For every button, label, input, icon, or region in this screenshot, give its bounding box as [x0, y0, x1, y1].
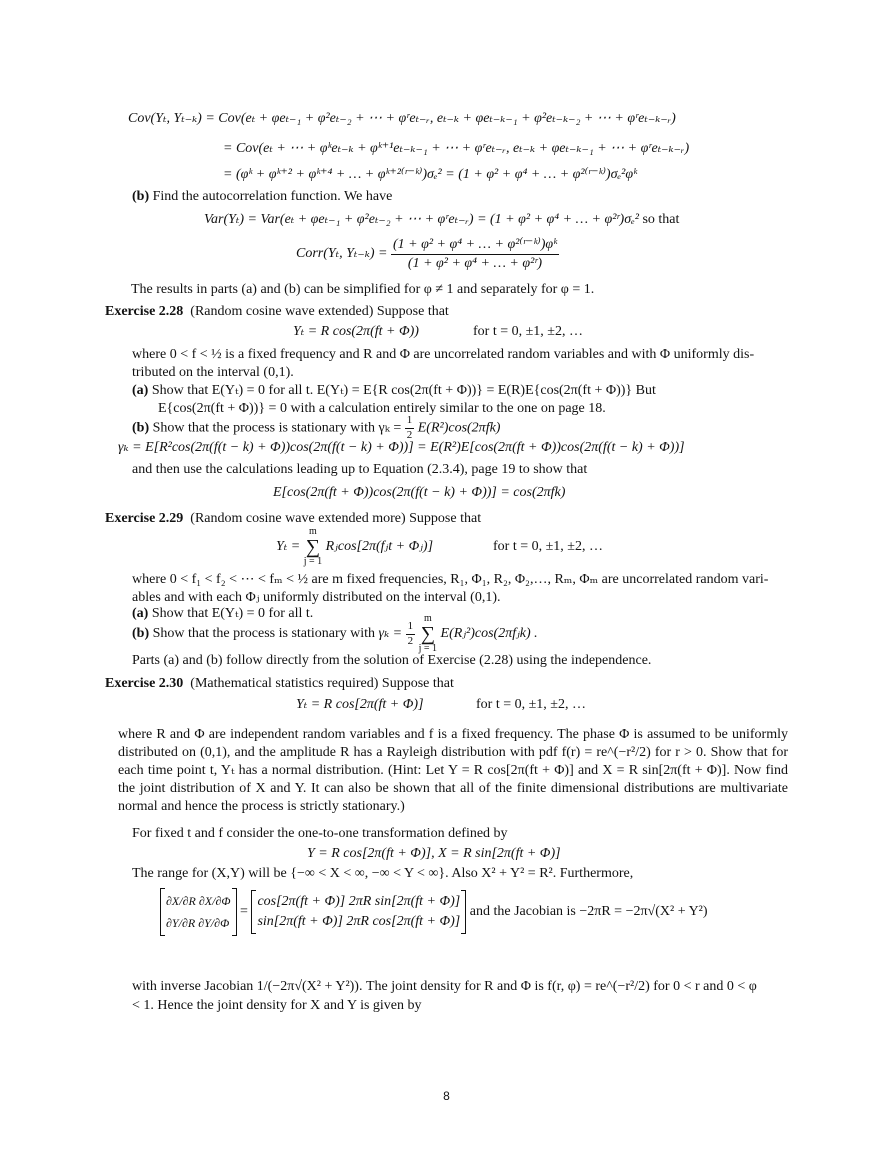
ex229-half-den: 2: [407, 634, 414, 647]
jac-m12: ∂X/∂Φ: [198, 894, 231, 908]
ex228-part-b-equation: E(R²)cos(2πfk): [417, 420, 501, 436]
jac-m21: ∂Y/∂R: [166, 916, 196, 930]
ex228-part-a: [132, 382, 656, 400]
ex229-b-summation: [419, 614, 437, 654]
exercise-2-29-title: (Random cosine wave extended more) Suppose that: [190, 511, 482, 526]
ex228-where-line-2: tributed on the interval (0,1).: [132, 365, 294, 380]
jacobian-block: [160, 888, 708, 936]
ex229-b-rhs: E(Rⱼ²)cos(2πfⱼk) .: [440, 626, 538, 642]
ex228-half-den: 2: [406, 428, 413, 441]
results-text: The results in parts (a) and (b) can be simplified for φ ≠ 1 and separately for φ = 1.: [131, 282, 595, 297]
ex229-where-line-2: ables and with each Φⱼ uniformly distributed on the interval (0,1).: [132, 590, 501, 605]
ex228-part-b-text: Show that the process is stationary with γₖ =: [152, 420, 405, 436]
ex228-equation-range: for t = 0, ±1, ±2, …: [473, 324, 583, 339]
ex229-part-a-label: (a): [132, 606, 149, 621]
ex229-part-b-text: Show that the process is stationary with: [152, 626, 376, 642]
ex229-half-fraction: [406, 620, 416, 649]
exercise-2-29-label: Exercise 2.29: [105, 511, 184, 526]
ex229-where-line-1: where 0 < f₁ < f₂ < ⋯ < fₘ < ½ are m fixed frequencies, R₁, Φ₁, R₂, Φ₂,…, Rₘ, Φₘ are uncorrelated random vari-: [132, 572, 769, 587]
var-line: [204, 211, 679, 229]
jacobian-derivative-matrix: [160, 888, 237, 936]
corr-lhs: Corr(Yₜ, Yₜ₋ₖ) =: [296, 246, 388, 262]
jacobian-text: and the Jacobian is −2πR = −2π√(X² + Y²): [469, 904, 708, 920]
ex228-final-equation: E[cos(2π(ft + Φ))cos(2π(f(t − k) + Φ))] = cos(2πfk): [273, 485, 566, 500]
exercise-2-30-title: (Mathematical statistics required) Suppose that: [190, 676, 454, 691]
exercise-2-28-heading: [105, 303, 449, 321]
ex229-b-sum-symbol: ∑: [420, 623, 435, 645]
jacobian-equals: =: [240, 904, 248, 920]
ex229-summation: [304, 527, 322, 567]
jac-row-1: cos[2π(ft + Φ)] 2πR sin[2π(ft + Φ)]: [257, 894, 461, 909]
so-that-text: so that: [642, 212, 680, 227]
ex228-then-text: and then use the calculations leading up to Equation (2.3.4), page 19 to show that: [132, 462, 588, 477]
ex229-equation: [276, 527, 433, 567]
corr-equation: [296, 236, 559, 272]
ex228-equation: Yₜ = R cos(2π(ft + Φ)): [293, 324, 419, 339]
ex228-where-line-1: where 0 < f < ½ is a fixed frequency and R and Φ are uncorrelated random variables and with Φ uniformly dis-: [132, 347, 755, 362]
ex228-part-a-text: Show that E(Yₜ) = 0 for all t. E(Yₜ) = E{R cos(2π(ft + Φ))} = E(R)E{cos(2π(ft + Φ))} But: [151, 383, 656, 398]
ex230-inverse-text: with inverse Jacobian 1/(−2π√(X² + Y²)). The joint density for R and Φ is f(r, φ) = re^(−r²/2) for 0 < r and 0 < φ: [132, 979, 757, 994]
ex230-range-text: The range for (X,Y) will be {−∞ < X < ∞, −∞ < Y < ∞}. Also X² + Y² = R². Furthermore,: [132, 866, 634, 881]
ex230-fixed-text: For fixed t and f consider the one-to-one transformation defined by: [132, 826, 508, 841]
corr-numerator: (1 + φ² + φ⁴ + … + φ²⁽ʳ⁻ᵏ⁾)φᵏ: [391, 236, 559, 255]
jac-row-2: sin[2π(ft + Φ)] 2πR cos[2π(ft + Φ)]: [257, 914, 461, 929]
ex229-eq-lhs: Yₜ =: [276, 539, 301, 555]
ex230-equation-range: for t = 0, ±1, ±2, …: [476, 697, 586, 712]
ex228-part-a-text-2: E{cos(2π(ft + Φ))} = 0 with a calculation entirely similar to the one on page 18.: [158, 401, 606, 416]
corr-fraction: [391, 236, 559, 272]
part-b-label: (b): [132, 189, 150, 204]
exercise-2-28-label: Exercise 2.28: [105, 304, 184, 319]
exercise-2-30-label: Exercise 2.30: [105, 676, 184, 691]
jacobian-value-matrix: [251, 890, 466, 934]
exercise-2-28-title: (Random cosine wave extended) Suppose that: [190, 304, 449, 319]
ex228-gamma-line: γₖ = E[R²cos(2π(f(t − k) + Φ))cos(2π(f(t − k) + Φ))] = E(R²)E[cos(2π(ft + Φ))cos(2π(f(t − k) + Φ))]: [118, 440, 685, 455]
ex229-parts-text: Parts (a) and (b) follow directly from the solution of Exercise (2.28) using the independence.: [132, 653, 652, 668]
jac-m22: ∂Y/∂Φ: [198, 916, 230, 930]
ex230-transform-equation: Y = R cos[2π(ft + Φ)], X = R sin[2π(ft + Φ)]: [307, 846, 561, 861]
ex229-eq-rhs: Rⱼcos[2π(fⱼt + Φⱼ)]: [325, 539, 434, 555]
cov-equation-line-3: = (φᵏ + φᵏ⁺² + φᵏ⁺⁴ + … + φᵏ⁺²⁽ʳ⁻ᵏ⁾)σₑ² = (1 + φ² + φ⁴ + … + φ²⁽ʳ⁻ᵏ⁾)σₑ²φᵏ: [223, 167, 638, 182]
ex230-paragraph: where R and Φ are independent random variables and f is a fixed frequency. The phase Φ is assumed to be uniformly distributed on (0,1), and the amplitude R has a Rayleigh distribution with pdf f(r) = re^(−r²/2) for r > 0. Show that for each time point t, Yₜ has a normal distribution. (Hint: Let Y = R cos[2π(ft + Φ)] and X = R sin[2π(ft + Φ)]. Now find the joint distribution of X and Y. It can also be shown that all of the finite dimensional distributions are multivariate normal and hence the process is strictly stationary.): [118, 727, 788, 814]
ex228-part-b-label: (b): [132, 420, 150, 436]
ex229-gamma: γₖ =: [378, 626, 403, 642]
ex229-equation-range: for t = 0, ±1, ±2, …: [493, 539, 603, 554]
ex229-part-a-text: Show that E(Yₜ) = 0 for all t.: [151, 606, 314, 621]
ex229-sum-symbol: ∑: [305, 536, 321, 558]
part-b-text: Find the autocorrelation function. We have: [152, 189, 393, 204]
ex229-sum-bottom: j = 1: [303, 556, 323, 567]
ex229-half-num: 1: [406, 620, 416, 635]
cov-equation-line-1: Cov(Yₜ, Yₜ₋ₖ) = Cov(eₜ + φeₜ₋₁ + φ²eₜ₋₂ + ⋯ + φʳeₜ₋ᵣ, eₜ₋ₖ + φeₜ₋ₖ₋₁ + φ²eₜ₋ₖ₋₂ + ⋯ + φʳeₜ₋ₖ₋ᵣ): [128, 111, 676, 126]
ex229-b-sum-top: m: [423, 613, 432, 624]
exercise-2-30-heading: [105, 675, 454, 693]
part-b: [132, 188, 392, 206]
ex230-inverse-text-2: < 1. Hence the joint density for X and Y is given by: [132, 998, 422, 1013]
jac-m11: ∂X/∂R: [166, 894, 196, 908]
ex229-part-b-label: (b): [132, 626, 150, 642]
ex228-half-num: 1: [405, 414, 415, 429]
ex229-part-b: [132, 614, 538, 654]
ex230-equation: Yₜ = R cos[2π(ft + Φ)]: [296, 697, 424, 712]
cov-equation-line-2: = Cov(eₜ + ⋯ + φᵏeₜ₋ₖ + φᵏ⁺¹eₜ₋ₖ₋₁ + ⋯ + φʳeₜ₋ᵣ, eₜ₋ₖ + φeₜ₋ₖ₋₁ + ⋯ + φʳeₜ₋ₖ₋ᵣ): [223, 141, 690, 156]
ex229-b-sum-bottom: j = 1: [418, 643, 438, 654]
ex229-sum-top: m: [309, 526, 317, 537]
ex228-part-a-label: (a): [132, 383, 149, 398]
exercise-2-29-heading: [105, 510, 481, 528]
corr-denominator: (1 + φ² + φ⁴ + … + φ²ʳ): [407, 255, 543, 271]
page-number: 8: [443, 1089, 450, 1103]
var-equation: Var(Yₜ) = Var(eₜ + φeₜ₋₁ + φ²eₜ₋₂ + ⋯ + φʳeₜ₋ᵣ) = (1 + φ² + φ⁴ + … + φ²ʳ)σₑ²: [204, 212, 639, 227]
